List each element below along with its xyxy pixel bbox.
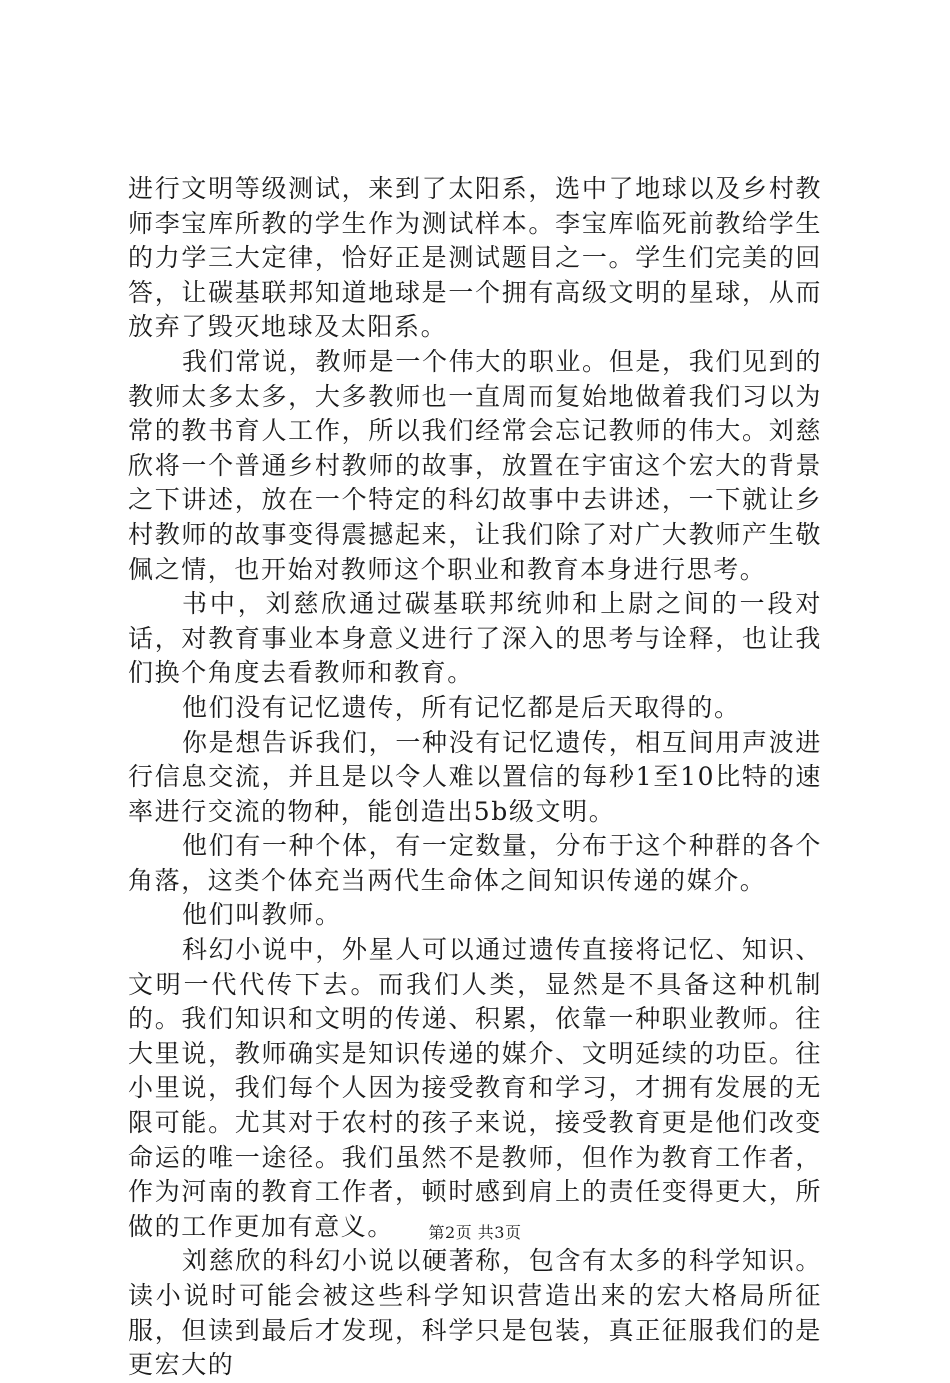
paragraph-6: 他们有一种个体，有一定数量，分布于这个种群的各个角落，这类个体充当两代生命体之间知识传递的媒介。 bbox=[128, 831, 822, 895]
paragraph-2: 我们常说，教师是一个伟大的职业。但是，我们见到的教师太多太多，大多教师也一直周而复始地做着我们习以为常的教书育人工作，所以我们经常会忘记教师的伟大。刘慈欣将一个普通乡村教师的故事，放置在宇宙这个宏大的背景之下讲述，放在一个特定的科幻故事中去讲述，一下就让乡村教师的故事变得震撼起来，让我们除了对广大教师产生敬佩之情，也开始对教师这个职业和教育本身进行思考。 bbox=[128, 346, 822, 584]
paragraph-1: 进行文明等级测试，来到了太阳系，选中了地球以及乡村教师李宝库所教的学生作为测试样本。李宝库临死前教给学生的力学三大定律，恰好正是测试题目之一。学生们完美的回答，让碳基联邦知道地球是一个拥有高级文明的星球，从而放弃了毁灭地球及太阳系。 bbox=[128, 174, 822, 342]
paragraph-4: 他们没有记忆遗传，所有记忆都是后天取得的。 bbox=[182, 692, 741, 722]
paragraph-9: 刘慈欣的科幻小说以硬著称，包含有太多的科学知识。读小说时可能会被这些科学知识营造出来的宏大格局所征服，但读到最后才发现，科学只是包装，真正征服我们的是更宏大的 bbox=[128, 1246, 822, 1380]
paragraph-7: 他们叫教师。 bbox=[182, 900, 342, 930]
page-footer: 第2页 共3页 bbox=[428, 1223, 522, 1242]
paragraph-5: 你是想告诉我们，一种没有记忆遗传，相互间用声波进行信息交流，并且是以令人难以置信的每秒1至10比特的速率进行交流的物种，能创造出5b级文明。 bbox=[128, 727, 822, 826]
document-body bbox=[128, 172, 822, 1383]
paragraph-3: 书中，刘慈欣通过碳基联邦统帅和上尉之间的一段对话，对教育事业本身意义进行了深入的思考与诠释，也让我们换个角度去看教师和教育。 bbox=[128, 589, 822, 688]
paragraph-8: 科幻小说中，外星人可以通过遗传直接将记忆、知识、文明一代代传下去。而我们人类，显然是不具备这种机制的。我们知识和文明的传递、积累，依靠一种职业教师。往大里说，教师确实是知识传递的媒介、文明延续的功臣。往小里说，我们每个人因为接受教育和学习，才拥有发展的无限可能。尤其对于农村的孩子来说，接受教育更是他们改变命运的唯一途径。我们虽然不是教师，但作为教育工作者，作为河南的教育工作者，顿时感到肩上的责任变得更大，所做的工作更加有意义。 bbox=[128, 935, 822, 1241]
